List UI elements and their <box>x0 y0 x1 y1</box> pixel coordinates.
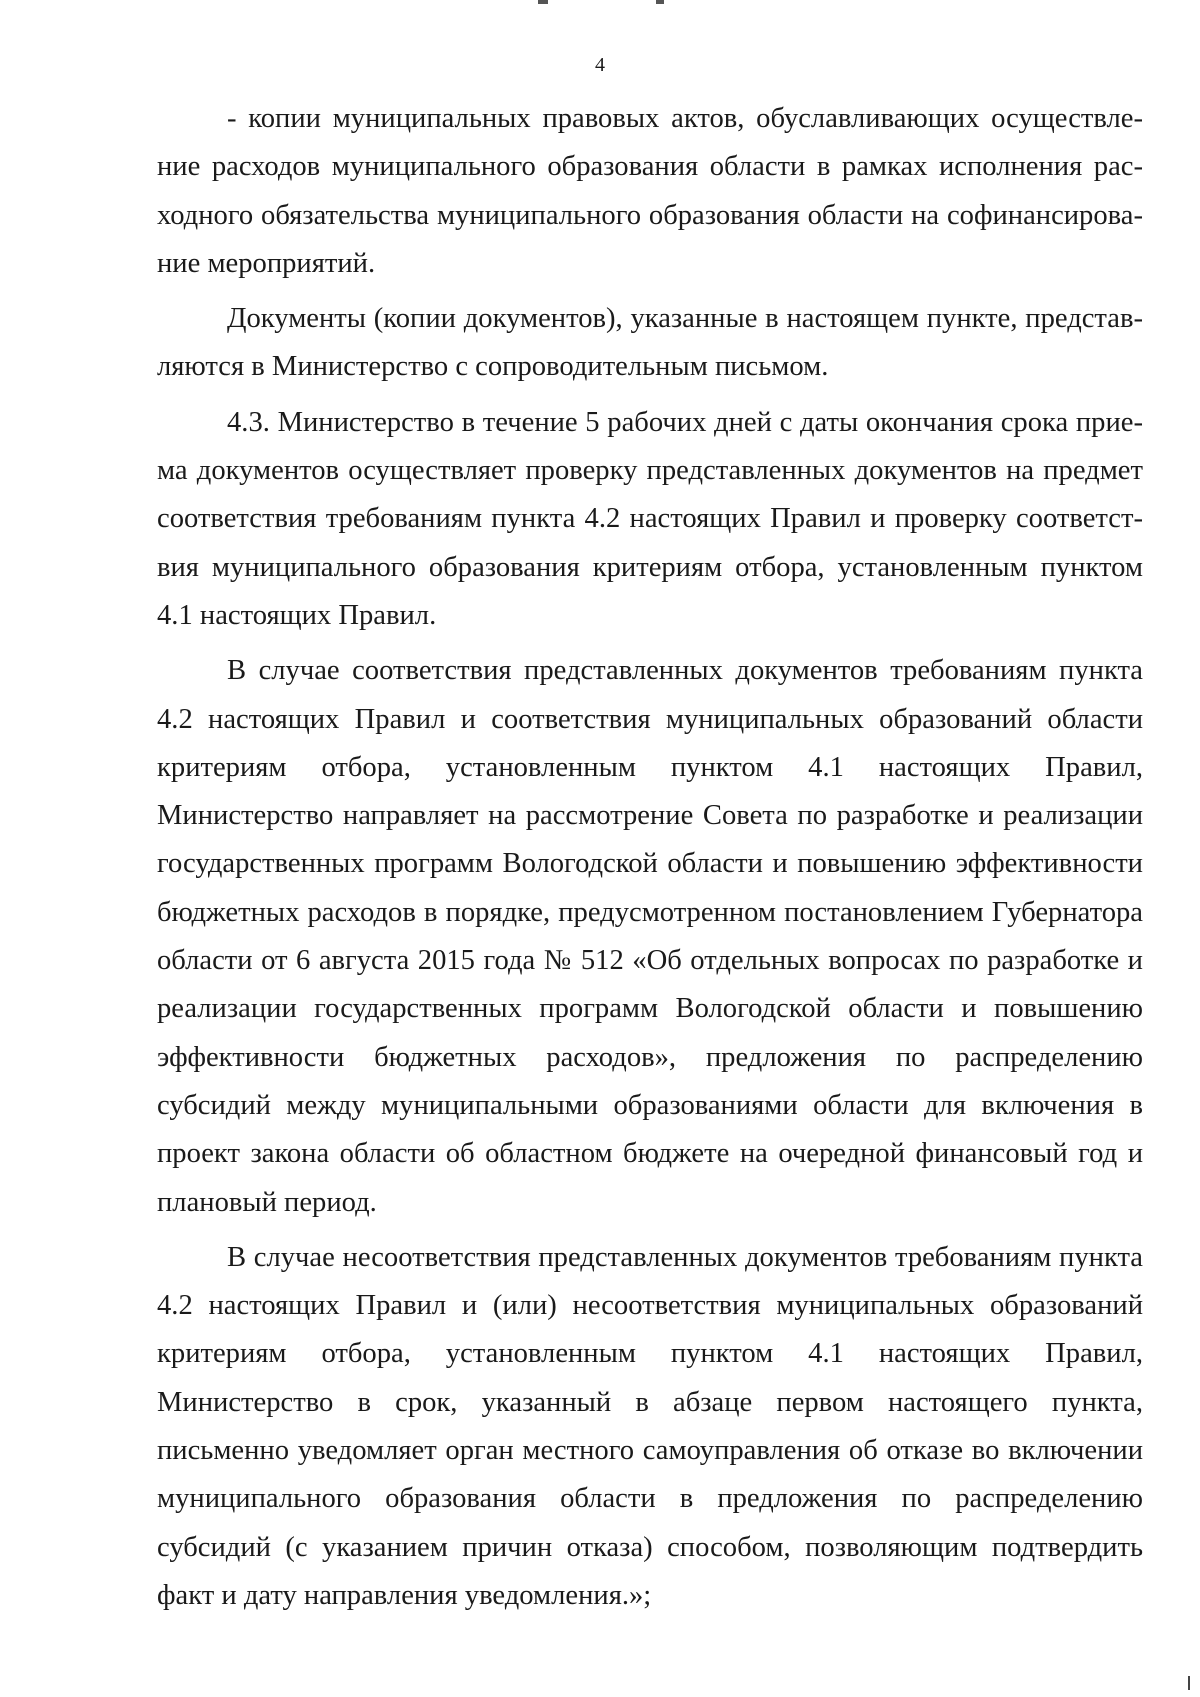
scan-edge-mark <box>1188 1676 1190 1690</box>
paragraph-copies-of-acts: - копии муниципальных правовых актов, обуславливающих осуществление расходов муниципального образования области в рамках исполнения расходного обязательства муниципального образования области на софинансирование мероприятий. <box>157 103 1143 279</box>
scan-edge-mark <box>538 0 548 4</box>
scan-edge-mark <box>656 0 664 4</box>
paragraph-documents-submission: Документы (копии документов), указанные в настоящем пункте, представляются в Министерство с сопроводительным письмом. <box>157 303 1143 383</box>
paragraph-case-noncompliance: В случае несоответствия представленных документов требованиям пункта 4.2 настоящих Правил и (или) несоответствия муниципальных образований критериям отбора, установленным пунктом 4.1 настоящих Правил, Министерство в срок, указанный в абзаце первом настоящего пункта, письменно уведомляет орган местного самоуправления об отказе во включении муниципального образования области в предложения по распределению субсидий (с указанием причин отказа) способом, позволяющим подтвердить факт и дату направления уведомления.»; <box>157 1241 1143 1611</box>
document-body <box>157 95 1143 1620</box>
page-number: 4 <box>595 54 605 76</box>
paragraph-clause-4-3: 4.3. Министерство в течение 5 рабочих дней с даты окончания срока приема документов осуществляет проверку представленных документов на предмет соответствия требованиям пункта 4.2 настоящих Правил и проверку соответствия муниципального образования критериям отбора, установленным пунктом 4.1 настоящих Правил. <box>157 406 1143 631</box>
paragraph-case-compliance: В случае соответствия представленных документов требованиям пункта 4.2 настоящих Правил и соответствия муниципальных образований области критериям отбора, установленным пунктом 4.1 настоящих Правил, Министерство направляет на рассмотрение Совета по разработке и реализации государственных программ Вологодской области и повышению эффективности бюджетных расходов в порядке, предусмотренном постановлением Губернатора области от 6 августа 2015 года № 512 «Об отдельных вопросах по разработке и реализации государственных программ Вологодской области и повышению эффективности бюджетных расходов», предложения по распределению субсидий между муниципальными образованиями области для включения в проект закона области об областном бюджете на очередной финансовый год и плановый период. <box>157 655 1143 1218</box>
